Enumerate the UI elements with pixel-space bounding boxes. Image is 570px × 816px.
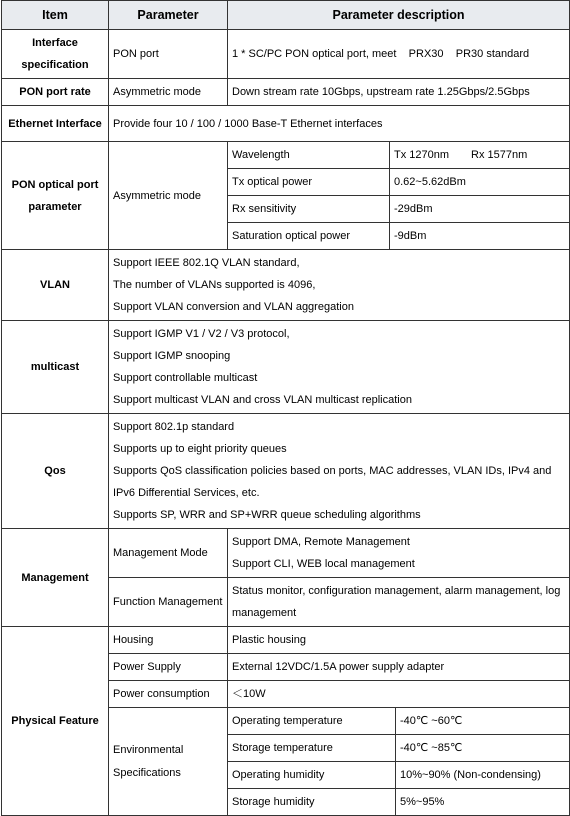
optical-tx-power-label: Tx optical power xyxy=(228,169,390,196)
item-pon-rate: PON port rate xyxy=(2,79,109,106)
multicast-line: Support controllable multicast xyxy=(113,372,258,384)
vlan-line: Support VLAN conversion and VLAN aggregation xyxy=(113,301,354,313)
desc-pon-port: 1 * SC/PC PON optical port, meet PRX30 PR30 standard xyxy=(228,30,570,79)
param-asymmetric-mode: Asymmetric mode xyxy=(109,79,228,106)
item-interface: Interface specification xyxy=(2,30,109,79)
header-parameter: Parameter xyxy=(109,1,228,30)
row-vlan xyxy=(2,250,570,321)
desc-pon-rate: Down stream rate 10Gbps, upstream rate 1.25Gbps/2.5Gbps xyxy=(228,79,570,106)
row-management-mode xyxy=(2,529,570,578)
desc-multicast xyxy=(109,321,570,414)
optical-wavelength-label: Wavelength xyxy=(228,142,390,169)
env-storage-temp-label: Storage temperature xyxy=(228,735,396,762)
wavelength-tx: Tx 1270nm xyxy=(394,149,450,161)
param-management-mode: Management Mode xyxy=(109,529,228,578)
multicast-line: Support IGMP V1 / V2 / V3 protocol, xyxy=(113,328,290,340)
row-interface xyxy=(2,30,570,79)
management-mode-line: Support DMA, Remote Management xyxy=(232,536,410,548)
row-pon-optical-1 xyxy=(2,142,570,169)
item-multicast: multicast xyxy=(2,321,109,414)
env-operating-temp-label: Operating temperature xyxy=(228,708,396,735)
optical-rx-sensitivity-value: -29dBm xyxy=(390,196,570,223)
param-function-management: Function Management xyxy=(109,578,228,627)
env-storage-temp-value: -40℃ ~85℃ xyxy=(396,735,570,762)
param-housing: Housing xyxy=(109,627,228,654)
row-multicast xyxy=(2,321,570,414)
qos-line: Supports up to eight priority queues xyxy=(113,443,287,455)
item-qos: Qos xyxy=(2,414,109,529)
desc-management-mode xyxy=(228,529,570,578)
row-qos xyxy=(2,414,570,529)
item-pon-optical: PON optical port parameter xyxy=(2,142,109,250)
header-item: Item xyxy=(2,1,109,30)
desc-housing: Plastic housing xyxy=(228,627,570,654)
desc-vlan xyxy=(109,250,570,321)
header-description: Parameter description xyxy=(228,1,570,30)
item-ethernet: Ethernet Interface xyxy=(2,106,109,142)
row-housing xyxy=(2,627,570,654)
item-management: Management xyxy=(2,529,109,627)
env-storage-humidity-value: 5%~95% xyxy=(396,789,570,816)
multicast-line: Support multicast VLAN and cross VLAN multicast replication xyxy=(113,394,412,406)
env-storage-humidity-label: Storage humidity xyxy=(228,789,396,816)
desc-power-consumption: ＜10W xyxy=(228,681,570,708)
param-environmental-specifications xyxy=(109,708,228,816)
optical-saturation-label: Saturation optical power xyxy=(228,223,390,250)
row-ethernet xyxy=(2,106,570,142)
param-pon-port: PON port xyxy=(109,30,228,79)
desc-power-supply: External 12VDC/1.5A power supply adapter xyxy=(228,654,570,681)
env-operating-humidity-value: 10%~90% (Non-condensing) xyxy=(396,762,570,789)
qos-line: Supports SP, WRR and SP+WRR queue scheduling algorithms xyxy=(113,509,421,521)
env-operating-temp-value: -40℃ ~60℃ xyxy=(396,708,570,735)
optical-wavelength-value xyxy=(390,142,570,169)
header-row xyxy=(2,1,570,30)
management-mode-line: Support CLI, WEB local management xyxy=(232,558,415,570)
param-power-consumption: Power consumption xyxy=(109,681,228,708)
row-pon-rate xyxy=(2,79,570,106)
param-power-supply: Power Supply xyxy=(109,654,228,681)
item-vlan: VLAN xyxy=(2,250,109,321)
env-param-text: Environmental Specifications xyxy=(113,743,184,779)
desc-function-management: Status monitor, configuration management, alarm management, log management xyxy=(228,578,570,627)
multicast-line: Support IGMP snooping xyxy=(113,350,231,362)
qos-line: Support 802.1p standard xyxy=(113,421,235,433)
wavelength-rx: Rx 1577nm xyxy=(471,149,528,161)
qos-line: Supports QoS classification policies based on ports, MAC addresses, VLAN IDs, IPv4 and IPv6 Differential Services, etc. xyxy=(113,465,552,499)
vlan-line: The number of VLANs supported is 4096, xyxy=(113,279,316,291)
optical-tx-power-value: 0.62~5.62dBm xyxy=(390,169,570,196)
desc-qos xyxy=(109,414,570,529)
spec-table xyxy=(1,0,570,816)
env-operating-humidity-label: Operating humidity xyxy=(228,762,396,789)
optical-rx-sensitivity-label: Rx sensitivity xyxy=(228,196,390,223)
param-optical-asymmetric: Asymmetric mode xyxy=(109,142,228,250)
item-physical-feature: Physical Feature xyxy=(2,627,109,816)
vlan-line: Support IEEE 802.1Q VLAN standard, xyxy=(113,257,300,269)
desc-ethernet: Provide four 10 / 100 / 1000 Base-T Ethernet interfaces xyxy=(109,106,570,142)
optical-saturation-value: -9dBm xyxy=(390,223,570,250)
